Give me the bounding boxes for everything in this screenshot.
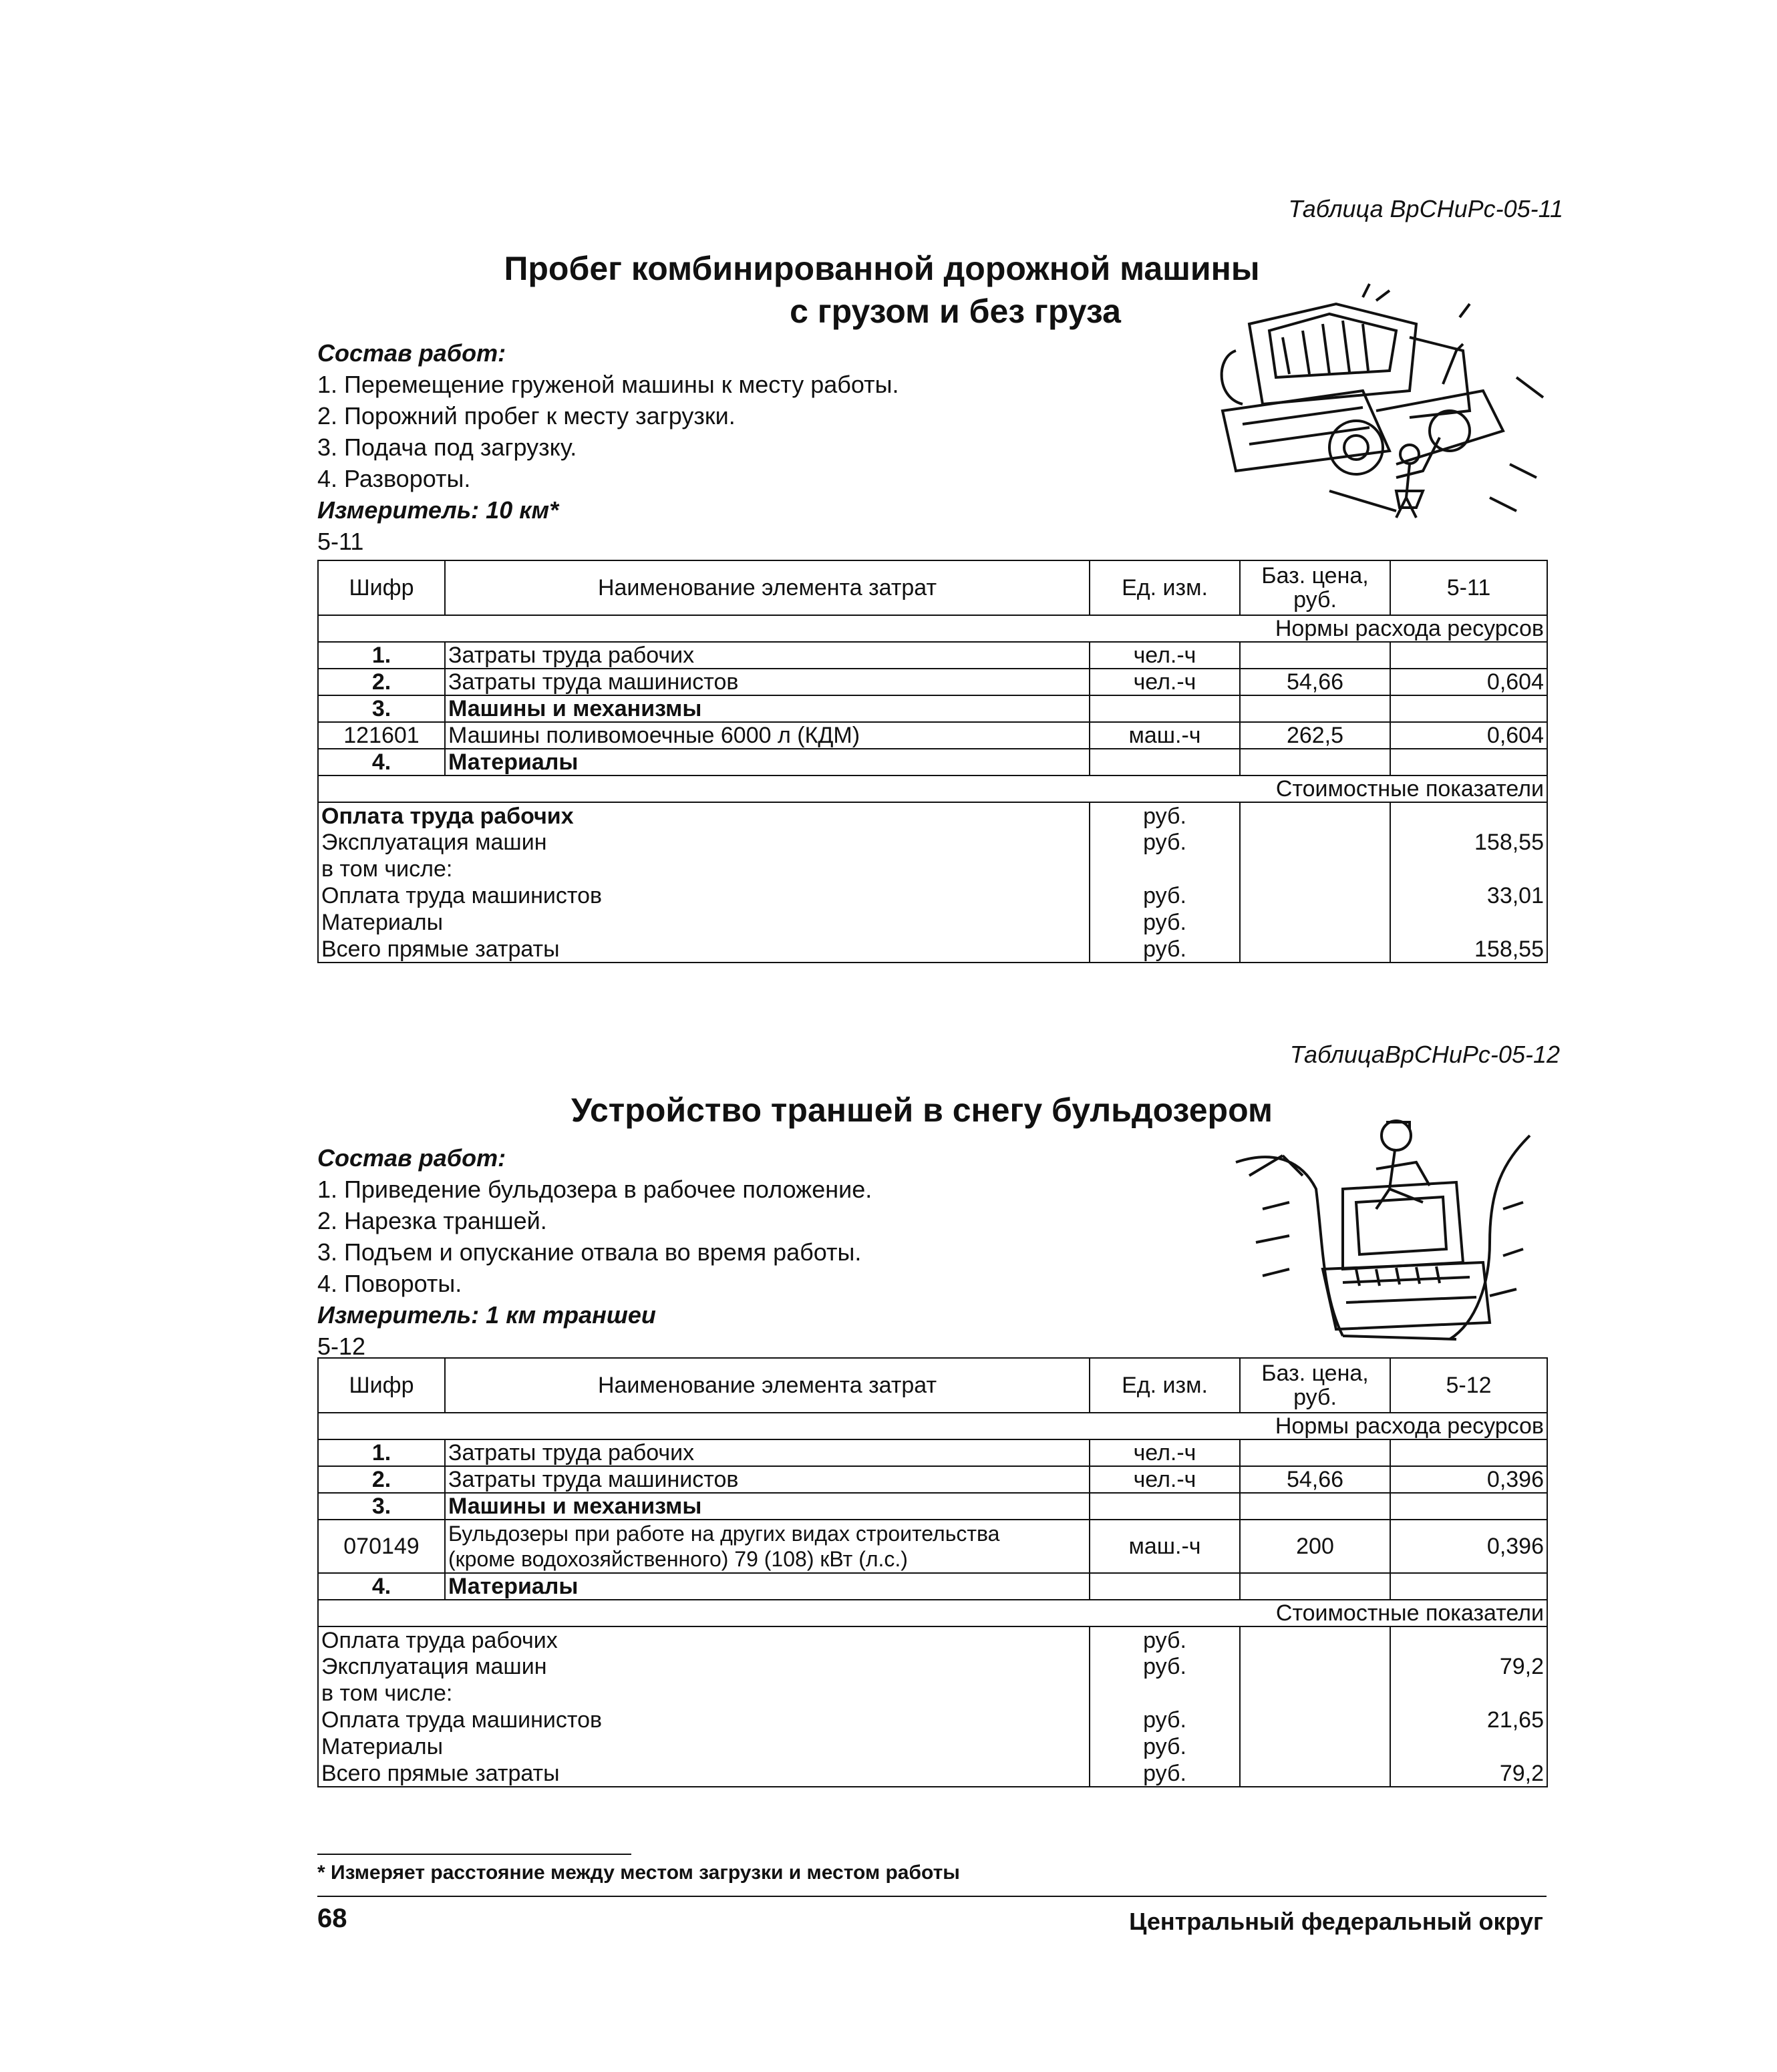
row-price bbox=[1240, 1439, 1390, 1466]
row-unit: чел.-ч bbox=[1090, 642, 1240, 669]
row-unit: маш.-ч bbox=[1090, 1520, 1240, 1573]
table-row bbox=[318, 1520, 1547, 1573]
row-price bbox=[1240, 1493, 1390, 1520]
cost-price bbox=[1240, 856, 1390, 882]
cost-row bbox=[318, 1626, 1547, 1653]
cost-row bbox=[318, 856, 1547, 882]
cost-unit bbox=[1090, 856, 1240, 882]
row-value bbox=[1390, 642, 1547, 669]
cost-unit: руб. bbox=[1090, 1626, 1240, 1653]
cost-unit: руб. bbox=[1090, 1707, 1240, 1733]
cost-name: Эксплуатация машин bbox=[318, 829, 1090, 856]
table-reference-05-11: Таблица ВрСНиРс-05-11 bbox=[1288, 195, 1563, 222]
cost-name: Оплата труда машинистов bbox=[318, 1707, 1090, 1733]
row-unit: чел.-ч bbox=[1090, 1466, 1240, 1493]
cost-unit: руб. bbox=[1090, 882, 1240, 909]
work-item: 1. Перемещение груженой машины к месту работы. bbox=[317, 371, 899, 398]
row-value bbox=[1390, 1439, 1547, 1466]
cost-name: Эксплуатация машин bbox=[318, 1653, 1090, 1680]
cost-price bbox=[1240, 1653, 1390, 1680]
title-line-2: с грузом и без груза bbox=[790, 293, 1121, 330]
row-shifr: 2. bbox=[318, 669, 445, 695]
row-name: Затраты труда машинистов bbox=[445, 1466, 1090, 1493]
cost-value bbox=[1390, 1626, 1547, 1653]
row-value bbox=[1390, 695, 1547, 722]
cost-value: 158,55 bbox=[1390, 936, 1547, 963]
row-shifr: 3. bbox=[318, 1493, 445, 1520]
row-name bbox=[445, 1520, 1090, 1573]
work-item: 4. Повороты. bbox=[317, 1270, 462, 1297]
header-code: 5-12 bbox=[1390, 1358, 1547, 1413]
cost-price bbox=[1240, 1733, 1390, 1760]
bulldozer-illustration bbox=[1223, 1109, 1543, 1349]
row-unit bbox=[1090, 1573, 1240, 1600]
cost-unit bbox=[1090, 1680, 1240, 1707]
works-block-05-12 bbox=[317, 1142, 1186, 1362]
cost-unit: руб. bbox=[1090, 1760, 1240, 1787]
cost-value bbox=[1390, 856, 1547, 882]
works-block-05-11 bbox=[317, 337, 1186, 557]
row-price bbox=[1240, 1573, 1390, 1600]
works-heading: Состав работ: bbox=[317, 1144, 506, 1172]
norms-table-05-12 bbox=[317, 1357, 1548, 1787]
header-shifr: Шифр bbox=[318, 560, 445, 615]
road-machine-illustration bbox=[1196, 277, 1557, 524]
cost-value bbox=[1390, 909, 1547, 936]
works-heading: Состав работ: bbox=[317, 339, 506, 367]
header-price: Баз. цена, руб. bbox=[1240, 560, 1390, 615]
row-price: 262,5 bbox=[1240, 722, 1390, 749]
cost-row bbox=[318, 909, 1547, 936]
work-item: 4. Развороты. bbox=[317, 465, 471, 492]
cost-row bbox=[318, 936, 1547, 963]
row-shifr: 121601 bbox=[318, 722, 445, 749]
cost-row bbox=[318, 1707, 1547, 1733]
cost-name: Оплата труда рабочих bbox=[318, 1626, 1090, 1653]
header-shifr: Шифр bbox=[318, 1358, 445, 1413]
cost-value: 79,2 bbox=[1390, 1653, 1547, 1680]
cost-price bbox=[1240, 882, 1390, 909]
row-unit bbox=[1090, 749, 1240, 775]
cost-section-row bbox=[318, 1600, 1547, 1626]
table-row bbox=[318, 695, 1547, 722]
norms-label: Нормы расхода ресурсов bbox=[318, 615, 1547, 642]
cost-price bbox=[1240, 936, 1390, 963]
row-unit bbox=[1090, 1493, 1240, 1520]
table-row bbox=[318, 1466, 1547, 1493]
cost-row bbox=[318, 882, 1547, 909]
row-shifr: 2. bbox=[318, 1466, 445, 1493]
row-value: 0,396 bbox=[1390, 1520, 1547, 1573]
cost-price bbox=[1240, 1707, 1390, 1733]
cost-value: 158,55 bbox=[1390, 829, 1547, 856]
cost-unit: руб. bbox=[1090, 936, 1240, 963]
cost-row bbox=[318, 1760, 1547, 1787]
row-name: Затраты труда рабочих bbox=[445, 1439, 1090, 1466]
work-item: 3. Подача под загрузку. bbox=[317, 434, 577, 461]
cost-name: Всего прямые затраты bbox=[318, 1760, 1090, 1787]
row-price: 54,66 bbox=[1240, 1466, 1390, 1493]
row-shifr: 070149 bbox=[318, 1520, 445, 1573]
row-price: 200 bbox=[1240, 1520, 1390, 1573]
cost-price bbox=[1240, 1626, 1390, 1653]
cost-value bbox=[1390, 802, 1547, 829]
row-unit: маш.-ч bbox=[1090, 722, 1240, 749]
row-name: Машины и механизмы bbox=[445, 1493, 1090, 1520]
work-item: 2. Порожний пробег к месту загрузки. bbox=[317, 402, 736, 429]
table-row bbox=[318, 669, 1547, 695]
row-name: Материалы bbox=[445, 1573, 1090, 1600]
footnote: * Измеряет расстояние между местом загрузки и местом работы bbox=[317, 1862, 960, 1884]
table-reference-05-12: ТаблицаВрСНиРс-05-12 bbox=[1289, 1041, 1560, 1068]
cost-section-row bbox=[318, 775, 1547, 802]
row-name-line-1: Бульдозеры при работе на других видах строительства bbox=[448, 1522, 1000, 1546]
row-price bbox=[1240, 642, 1390, 669]
row-price bbox=[1240, 749, 1390, 775]
row-shifr: 3. bbox=[318, 695, 445, 722]
cost-price bbox=[1240, 829, 1390, 856]
header-unit: Ед. изм. bbox=[1090, 560, 1240, 615]
row-value bbox=[1390, 1493, 1547, 1520]
row-value: 0,604 bbox=[1390, 722, 1547, 749]
row-value bbox=[1390, 1573, 1547, 1600]
header-name: Наименование элемента затрат bbox=[445, 1358, 1090, 1413]
row-shifr: 1. bbox=[318, 642, 445, 669]
row-name: Затраты труда машинистов bbox=[445, 669, 1090, 695]
row-name-line-2: (кроме водохозяйственного) 79 (108) кВт (л.с.) bbox=[448, 1547, 908, 1571]
header-name: Наименование элемента затрат bbox=[445, 560, 1090, 615]
cost-label: Стоимостные показатели bbox=[318, 1600, 1547, 1626]
region-name: Центральный федеральный округ bbox=[1129, 1908, 1543, 1935]
row-value: 0,396 bbox=[1390, 1466, 1547, 1493]
work-item: 3. Подъем и опускание отвала во время работы. bbox=[317, 1238, 862, 1266]
work-item: 1. Приведение бульдозера в рабочее положение. bbox=[317, 1176, 872, 1203]
row-unit: чел.-ч bbox=[1090, 669, 1240, 695]
cost-name: Оплата труда рабочих bbox=[318, 802, 1090, 829]
cost-row bbox=[318, 802, 1547, 829]
table-row bbox=[318, 1573, 1547, 1600]
section-title-05-11 bbox=[468, 247, 1296, 333]
cost-value: 21,65 bbox=[1390, 1707, 1547, 1733]
header-unit: Ед. изм. bbox=[1090, 1358, 1240, 1413]
cost-name: в том числе: bbox=[318, 1680, 1090, 1707]
table-row bbox=[318, 722, 1547, 749]
cost-label: Стоимостные показатели bbox=[318, 775, 1547, 802]
table-row bbox=[318, 1439, 1547, 1466]
cost-name: Материалы bbox=[318, 1733, 1090, 1760]
row-shifr: 4. bbox=[318, 1573, 445, 1600]
meter: Измеритель: 10 км* bbox=[317, 496, 559, 524]
header-price: Баз. цена, руб. bbox=[1240, 1358, 1390, 1413]
cost-unit: руб. bbox=[1090, 1733, 1240, 1760]
norms-section-row bbox=[318, 615, 1547, 642]
norms-label: Нормы расхода ресурсов bbox=[318, 1413, 1547, 1439]
norms-table-05-11 bbox=[317, 560, 1548, 963]
page-number: 68 bbox=[317, 1904, 347, 1933]
table-code: 5-11 bbox=[317, 528, 364, 555]
table-row bbox=[318, 1493, 1547, 1520]
cost-name: Всего прямые затраты bbox=[318, 936, 1090, 963]
cost-unit: руб. bbox=[1090, 909, 1240, 936]
cost-value: 79,2 bbox=[1390, 1760, 1547, 1787]
row-price bbox=[1240, 695, 1390, 722]
cost-unit: руб. bbox=[1090, 829, 1240, 856]
row-price: 54,66 bbox=[1240, 669, 1390, 695]
section-title-05-12 bbox=[508, 1089, 1336, 1132]
row-unit bbox=[1090, 695, 1240, 722]
table-code: 5-12 bbox=[317, 1333, 366, 1360]
cost-unit: руб. bbox=[1090, 802, 1240, 829]
cost-price bbox=[1240, 1760, 1390, 1787]
cost-row bbox=[318, 1680, 1547, 1707]
cost-price bbox=[1240, 802, 1390, 829]
cost-price bbox=[1240, 1680, 1390, 1707]
row-shifr: 4. bbox=[318, 749, 445, 775]
header-code: 5-11 bbox=[1390, 560, 1547, 615]
row-value bbox=[1390, 749, 1547, 775]
row-shifr: 1. bbox=[318, 1439, 445, 1466]
table-row bbox=[318, 749, 1547, 775]
title-line-1: Устройство траншей в снегу бульдозером bbox=[571, 1091, 1273, 1129]
table-row bbox=[318, 642, 1547, 669]
cost-value bbox=[1390, 1680, 1547, 1707]
cost-name: Оплата труда машинистов bbox=[318, 882, 1090, 909]
footnote-separator bbox=[317, 1854, 631, 1855]
work-item: 2. Нарезка траншей. bbox=[317, 1207, 547, 1234]
footer-rule bbox=[317, 1896, 1547, 1897]
cost-row bbox=[318, 1653, 1547, 1680]
table-header-row bbox=[318, 1358, 1547, 1413]
meter: Измеритель: 1 км траншеи bbox=[317, 1301, 656, 1329]
row-name: Машины поливомоечные 6000 л (КДМ) bbox=[445, 722, 1090, 749]
cost-value: 33,01 bbox=[1390, 882, 1547, 909]
cost-name: в том числе: bbox=[318, 856, 1090, 882]
row-name: Затраты труда рабочих bbox=[445, 642, 1090, 669]
norms-section-row bbox=[318, 1413, 1547, 1439]
title-line-1: Пробег комбинированной дорожной машины bbox=[504, 250, 1260, 287]
cost-unit: руб. bbox=[1090, 1653, 1240, 1680]
row-name: Машины и механизмы bbox=[445, 695, 1090, 722]
table-header-row bbox=[318, 560, 1547, 615]
cost-value bbox=[1390, 1733, 1547, 1760]
row-name: Материалы bbox=[445, 749, 1090, 775]
cost-row bbox=[318, 829, 1547, 856]
cost-row bbox=[318, 1733, 1547, 1760]
cost-price bbox=[1240, 909, 1390, 936]
row-value: 0,604 bbox=[1390, 669, 1547, 695]
cost-name: Материалы bbox=[318, 909, 1090, 936]
row-unit: чел.-ч bbox=[1090, 1439, 1240, 1466]
